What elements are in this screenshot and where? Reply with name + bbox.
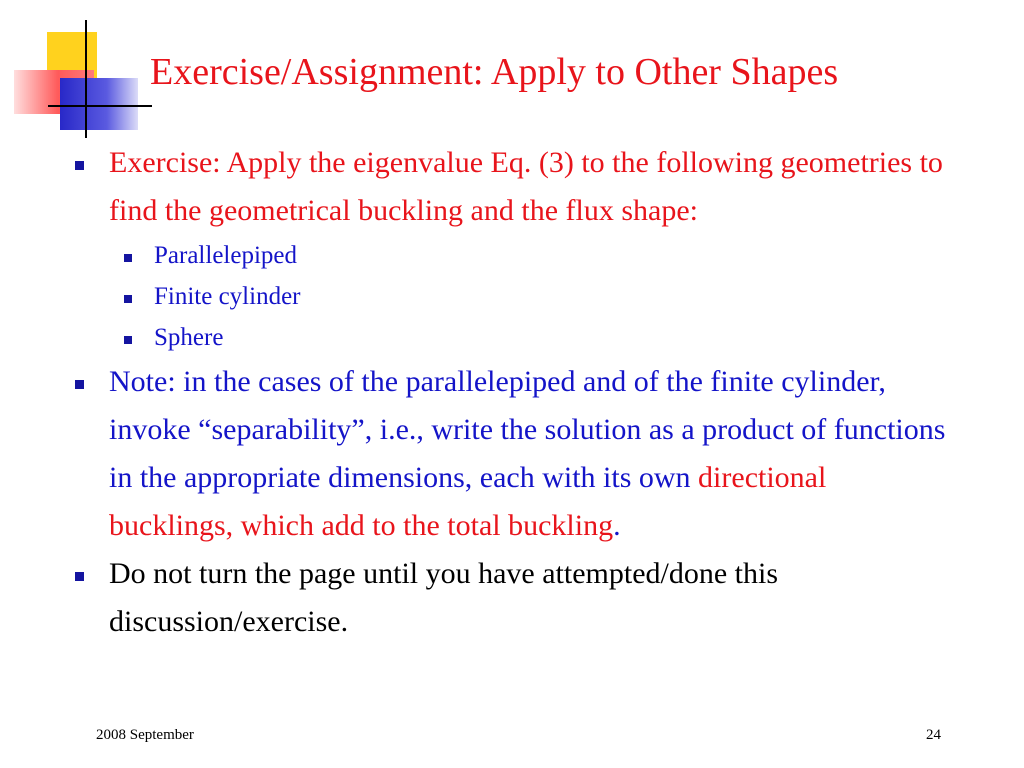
note-paragraph (109, 358, 949, 550)
note-end: . (613, 509, 621, 542)
page-number: 24 (926, 727, 941, 743)
note-highlight: directional bucklings, which add to the total buckling (109, 461, 827, 542)
bullet-exercise (70, 139, 970, 235)
note-text: Note: in the cases of the parallelepiped and of the finite cylinder, invoke “separability”, i.e., write the solution as a product of functions in the appropriate dimensions, each with its own (109, 365, 946, 494)
bullet-square-icon (124, 336, 132, 344)
bullet-instruction (70, 550, 970, 646)
footer-date: 2008 September (96, 727, 194, 743)
blue-gradient-square (60, 78, 138, 130)
bullet-square-icon (75, 572, 84, 581)
shape-label: Sphere (154, 324, 224, 351)
exercise-text: Exercise: Apply the eigenvalue Eq. (3) to the following geometries to find the geometrical buckling and the flux shape: (109, 146, 943, 227)
bullet-square-icon (124, 254, 132, 262)
slide-title: Exercise/Assignment: Apply to Other Shapes (150, 51, 839, 93)
shape-item-finite-cylinder (124, 276, 970, 317)
bullet-note (70, 358, 970, 550)
shape-item-parallelepiped (124, 235, 970, 276)
bullet-square-icon (75, 161, 84, 170)
slide-body (70, 139, 970, 646)
shape-item-sphere (124, 317, 970, 358)
shape-label: Finite cylinder (154, 283, 301, 310)
bullet-square-icon (124, 295, 132, 303)
shape-label: Parallelepiped (154, 242, 297, 269)
bullet-square-icon (75, 380, 84, 389)
instruction-text: Do not turn the page until you have attempted/done this discussion/exercise. (109, 557, 779, 638)
decorative-blocks-logo (0, 0, 160, 150)
